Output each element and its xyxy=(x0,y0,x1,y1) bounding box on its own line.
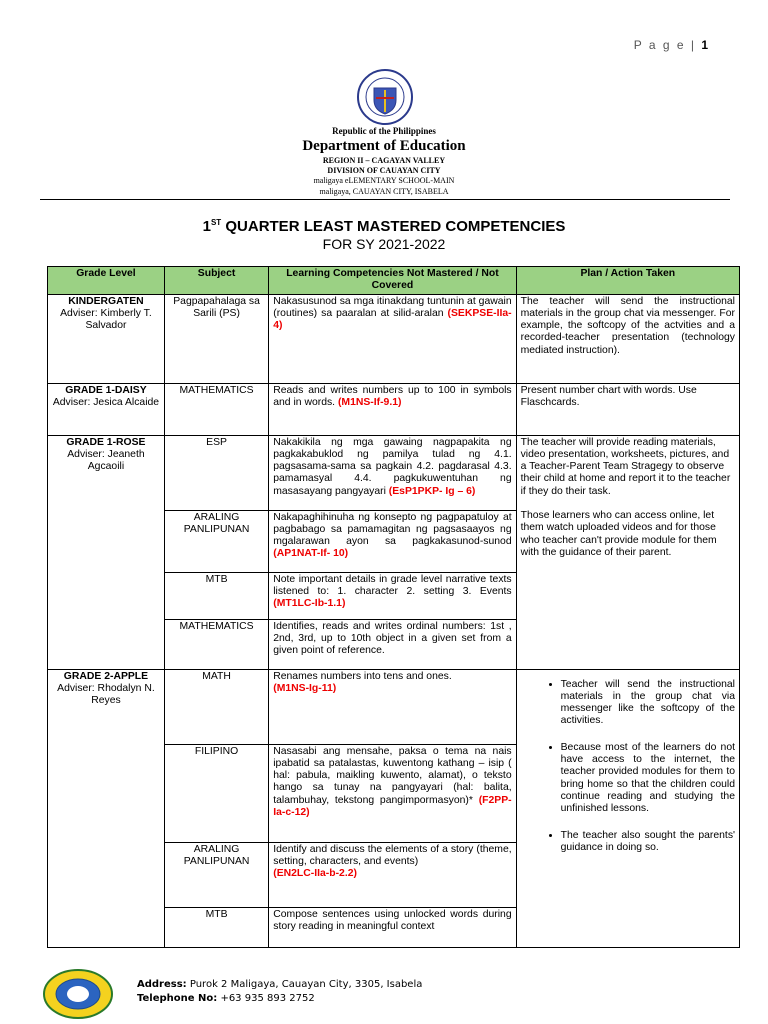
table-row xyxy=(48,435,740,510)
plan-cell xyxy=(516,669,739,947)
page-number: P a g e | 1 xyxy=(633,38,708,52)
address-line: Address: Purok 2 Maligaya, Cauayan City, 3305, Isabela xyxy=(137,979,423,990)
subject-cell: Pagpapahalaga sa Sarili (PS) xyxy=(164,294,268,383)
table-row xyxy=(48,669,740,744)
subject-cell: MATHEMATICS xyxy=(164,619,268,669)
plan-cell: Present number chart with words. Use Flaschcards. xyxy=(516,383,739,435)
subject-cell: MATHEMATICS xyxy=(164,383,268,435)
col-header: Subject xyxy=(164,267,268,295)
header-divider xyxy=(40,199,730,200)
competency-cell: Note important details in grade level narrative texts listened to: 1. character 2. setting 3. Events (MT1LC-Ib-1.1) xyxy=(269,572,516,619)
table-row xyxy=(48,294,740,383)
list-item: • Teacher will send the instructional materials in the group chat via messenger like the softcopy of the activities. xyxy=(561,679,735,728)
col-header: Learning Competencies Not Mastered / Not Covered xyxy=(269,267,516,295)
competencies-table xyxy=(47,266,740,948)
phone-line: Telephone No: +63 935 893 2752 xyxy=(137,993,315,1004)
document-title: 1ST QUARTER LEAST MASTERED COMPETENCIES xyxy=(202,218,566,235)
list-item: • The teacher also sought the parents' guidance in doing so. xyxy=(561,830,735,855)
plan-list xyxy=(521,679,735,855)
subject-cell: ESP xyxy=(164,435,268,510)
plan-paragraph: The teacher will provide reading materials, video presentation, worksheets, pictures, and a Teacher-Parent Team Stragegy to observe their child at home and report it to the teacher if they do their task. xyxy=(520,436,731,497)
competency-cell: Renames numbers into tens and ones. (M1NS-Ig-11) xyxy=(269,669,516,744)
document-subtitle: FOR SY 2021-2022 xyxy=(322,236,446,252)
subject-cell: MTB xyxy=(164,572,268,619)
division-line: DIVISION OF CAUAYAN CITY xyxy=(327,166,441,175)
plan-paragraph: Those learners who can access online, let them watch uploaded videos and for those who teacher can't provide module for them with the guidance of their parent. xyxy=(520,510,717,558)
subject-cell: FILIPINO xyxy=(164,744,268,842)
competency-cell: Reads and writes numbers up to 100 in symbols and in words. (M1NS-If-9.1) xyxy=(269,383,516,435)
competency-cell: Identify and discuss the elements of a story (theme, setting, characters, and events) (EN2LC-IIa-b-2.2) xyxy=(269,842,516,907)
footer-contact xyxy=(137,978,422,1006)
region-line: REGION II – CAGAYAN VALLEY xyxy=(322,156,446,165)
school-name: maligaya eLEMENTARY SCHOOL-MAIN xyxy=(313,176,455,185)
subject-cell: ARALING PANLIPUNAN xyxy=(164,510,268,572)
subject-cell: MTB xyxy=(164,907,268,947)
grade-cell: GRADE 1-ROSE Adviser: Jeaneth Agcaoili xyxy=(48,435,165,669)
plan-cell: The teacher will send the instructional materials in the group chat via messenger. For example, the softcopy of the actvities and a recorded-teacher presentation (technology mediated instruction). xyxy=(516,294,739,383)
competency-cell: Nakakikila ng mga gawaing nagpapakita ng pagkakabuklod ng pamilya tulad ng 4.1. pagsasama-sama sa pagkain 4.2. pagdarasal 4.3. pamamasyal 4.4. pagkukuwentuhan ng masasayang pangyayari (EsP1PKP- Ig – 6) xyxy=(269,435,516,510)
school-address: maligaya, CAUAYAN CITY, ISABELA xyxy=(319,187,449,196)
competency-cell: Nasasabi ang mensahe, paksa o tema na nais ipabatid sa patalastas, kuwentong kathang – isip ( hal: pabula, maikling kuwento, alamat), o teksto hango sa tunay na pangyayari (hal: balita, talambuhay, tekstong pangimpormasyon)* (F2PP-Ia-c-12) xyxy=(269,744,516,842)
table-row xyxy=(48,383,740,435)
grade-cell: GRADE 1-DAISY Adviser: Jesica Alcaide xyxy=(48,383,165,435)
col-header: Plan / Action Taken xyxy=(516,267,739,295)
grade-cell: KINDERGATEN Adviser: Kimberly T. Salvador xyxy=(48,294,165,383)
list-item: • Because most of the learners do not have access to the internet, the teacher provided modules for them to bring home so that the children could continue reading and studying the unfinished lessons. xyxy=(561,742,735,816)
competency-cell: Compose sentences using unlocked words during story reading in meaningful context xyxy=(269,907,516,947)
col-header: Grade Level xyxy=(48,267,165,295)
subject-cell: MATH xyxy=(164,669,268,744)
republic-line: Republic of the Philippines xyxy=(332,126,436,136)
table-header-row xyxy=(48,267,740,295)
subject-cell: ARALING PANLIPUNAN xyxy=(164,842,268,907)
department-name: Department of Education xyxy=(302,138,466,154)
plan-cell xyxy=(516,435,739,669)
competency-cell: Nakapaghihinuha ng konsepto ng pagpapatuloy at pagbabago sa pamamagitan ng pagsasaayos ng mgalarawan ayon sa pagkakasunod-sunod (AP1NAT-If- 10) xyxy=(269,510,516,572)
competency-cell: Identifies, reads and writes ordinal numbers: 1st , 2nd, 3rd, up to 10th object in a given set from a given point of reference. xyxy=(269,619,516,669)
school-logo xyxy=(42,968,114,1020)
deped-seal-logo xyxy=(350,68,420,126)
grade-cell: GRADE 2-APPLE Adviser: Rhodalyn N. Reyes xyxy=(48,669,165,947)
competency-cell: Nakasusunod sa mga itinakdang tuntunin at gawain (routines) sa paaralan at silid-aralan (SEKPSE-IIa-4) xyxy=(269,294,516,383)
